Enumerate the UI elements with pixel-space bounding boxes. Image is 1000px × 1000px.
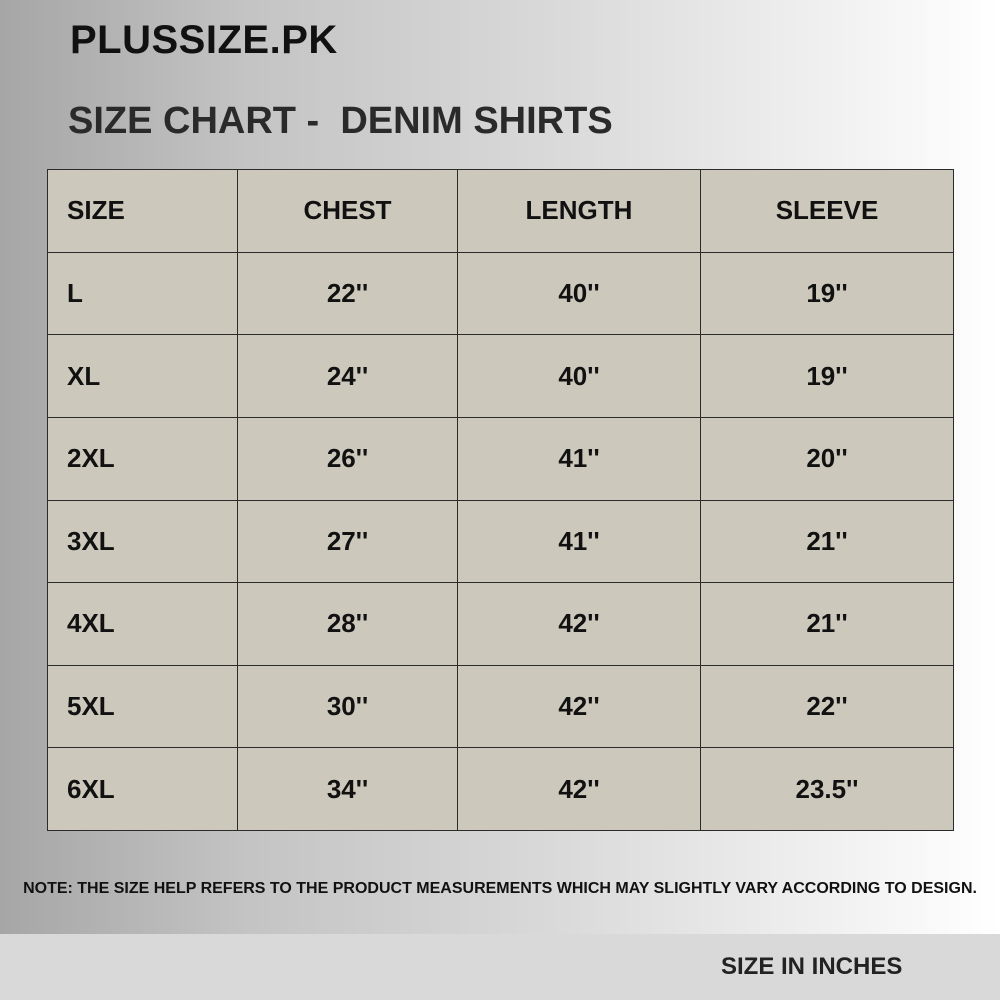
cell-length: 42'' xyxy=(458,665,701,748)
table-row xyxy=(48,417,954,500)
page-title: SIZE CHART - DENIM SHIRTS xyxy=(68,100,613,142)
cell-size: L xyxy=(48,252,238,335)
table-row xyxy=(48,335,954,418)
brand-name: PLUSSIZE.PK xyxy=(70,18,338,62)
cell-size: XL xyxy=(48,335,238,418)
cell-length: 40'' xyxy=(458,335,701,418)
table-row xyxy=(48,500,954,583)
cell-size: 6XL xyxy=(48,748,238,831)
table-row xyxy=(48,748,954,831)
cell-chest: 26'' xyxy=(238,417,458,500)
table-header-row xyxy=(48,170,954,253)
cell-sleeve: 22'' xyxy=(701,665,954,748)
cell-sleeve: 21'' xyxy=(701,500,954,583)
header-size: SIZE xyxy=(48,170,238,253)
cell-sleeve: 20'' xyxy=(701,417,954,500)
table-row xyxy=(48,665,954,748)
cell-chest: 22'' xyxy=(238,252,458,335)
cell-size: 3XL xyxy=(48,500,238,583)
cell-length: 42'' xyxy=(458,583,701,666)
header-length: LENGTH xyxy=(458,170,701,253)
cell-chest: 34'' xyxy=(238,748,458,831)
cell-sleeve: 19'' xyxy=(701,252,954,335)
cell-length: 40'' xyxy=(458,252,701,335)
cell-chest: 24'' xyxy=(238,335,458,418)
cell-size: 2XL xyxy=(48,417,238,500)
cell-size: 4XL xyxy=(48,583,238,666)
cell-length: 42'' xyxy=(458,748,701,831)
table-row xyxy=(48,583,954,666)
cell-sleeve: 19'' xyxy=(701,335,954,418)
cell-chest: 27'' xyxy=(238,500,458,583)
cell-chest: 28'' xyxy=(238,583,458,666)
cell-sleeve: 21'' xyxy=(701,583,954,666)
table-row xyxy=(48,252,954,335)
size-chart-table xyxy=(47,169,954,831)
header-chest: CHEST xyxy=(238,170,458,253)
header-sleeve: SLEEVE xyxy=(701,170,954,253)
cell-chest: 30'' xyxy=(238,665,458,748)
cell-size: 5XL xyxy=(48,665,238,748)
size-note: NOTE: THE SIZE HELP REFERS TO THE PRODUCT MEASUREMENTS WHICH MAY SLIGHTLY VARY ACCORDING TO DESIGN. xyxy=(23,880,977,897)
cell-sleeve: 23.5'' xyxy=(701,748,954,831)
cell-length: 41'' xyxy=(458,417,701,500)
cell-length: 41'' xyxy=(458,500,701,583)
size-unit-label: SIZE IN INCHES xyxy=(721,953,903,980)
